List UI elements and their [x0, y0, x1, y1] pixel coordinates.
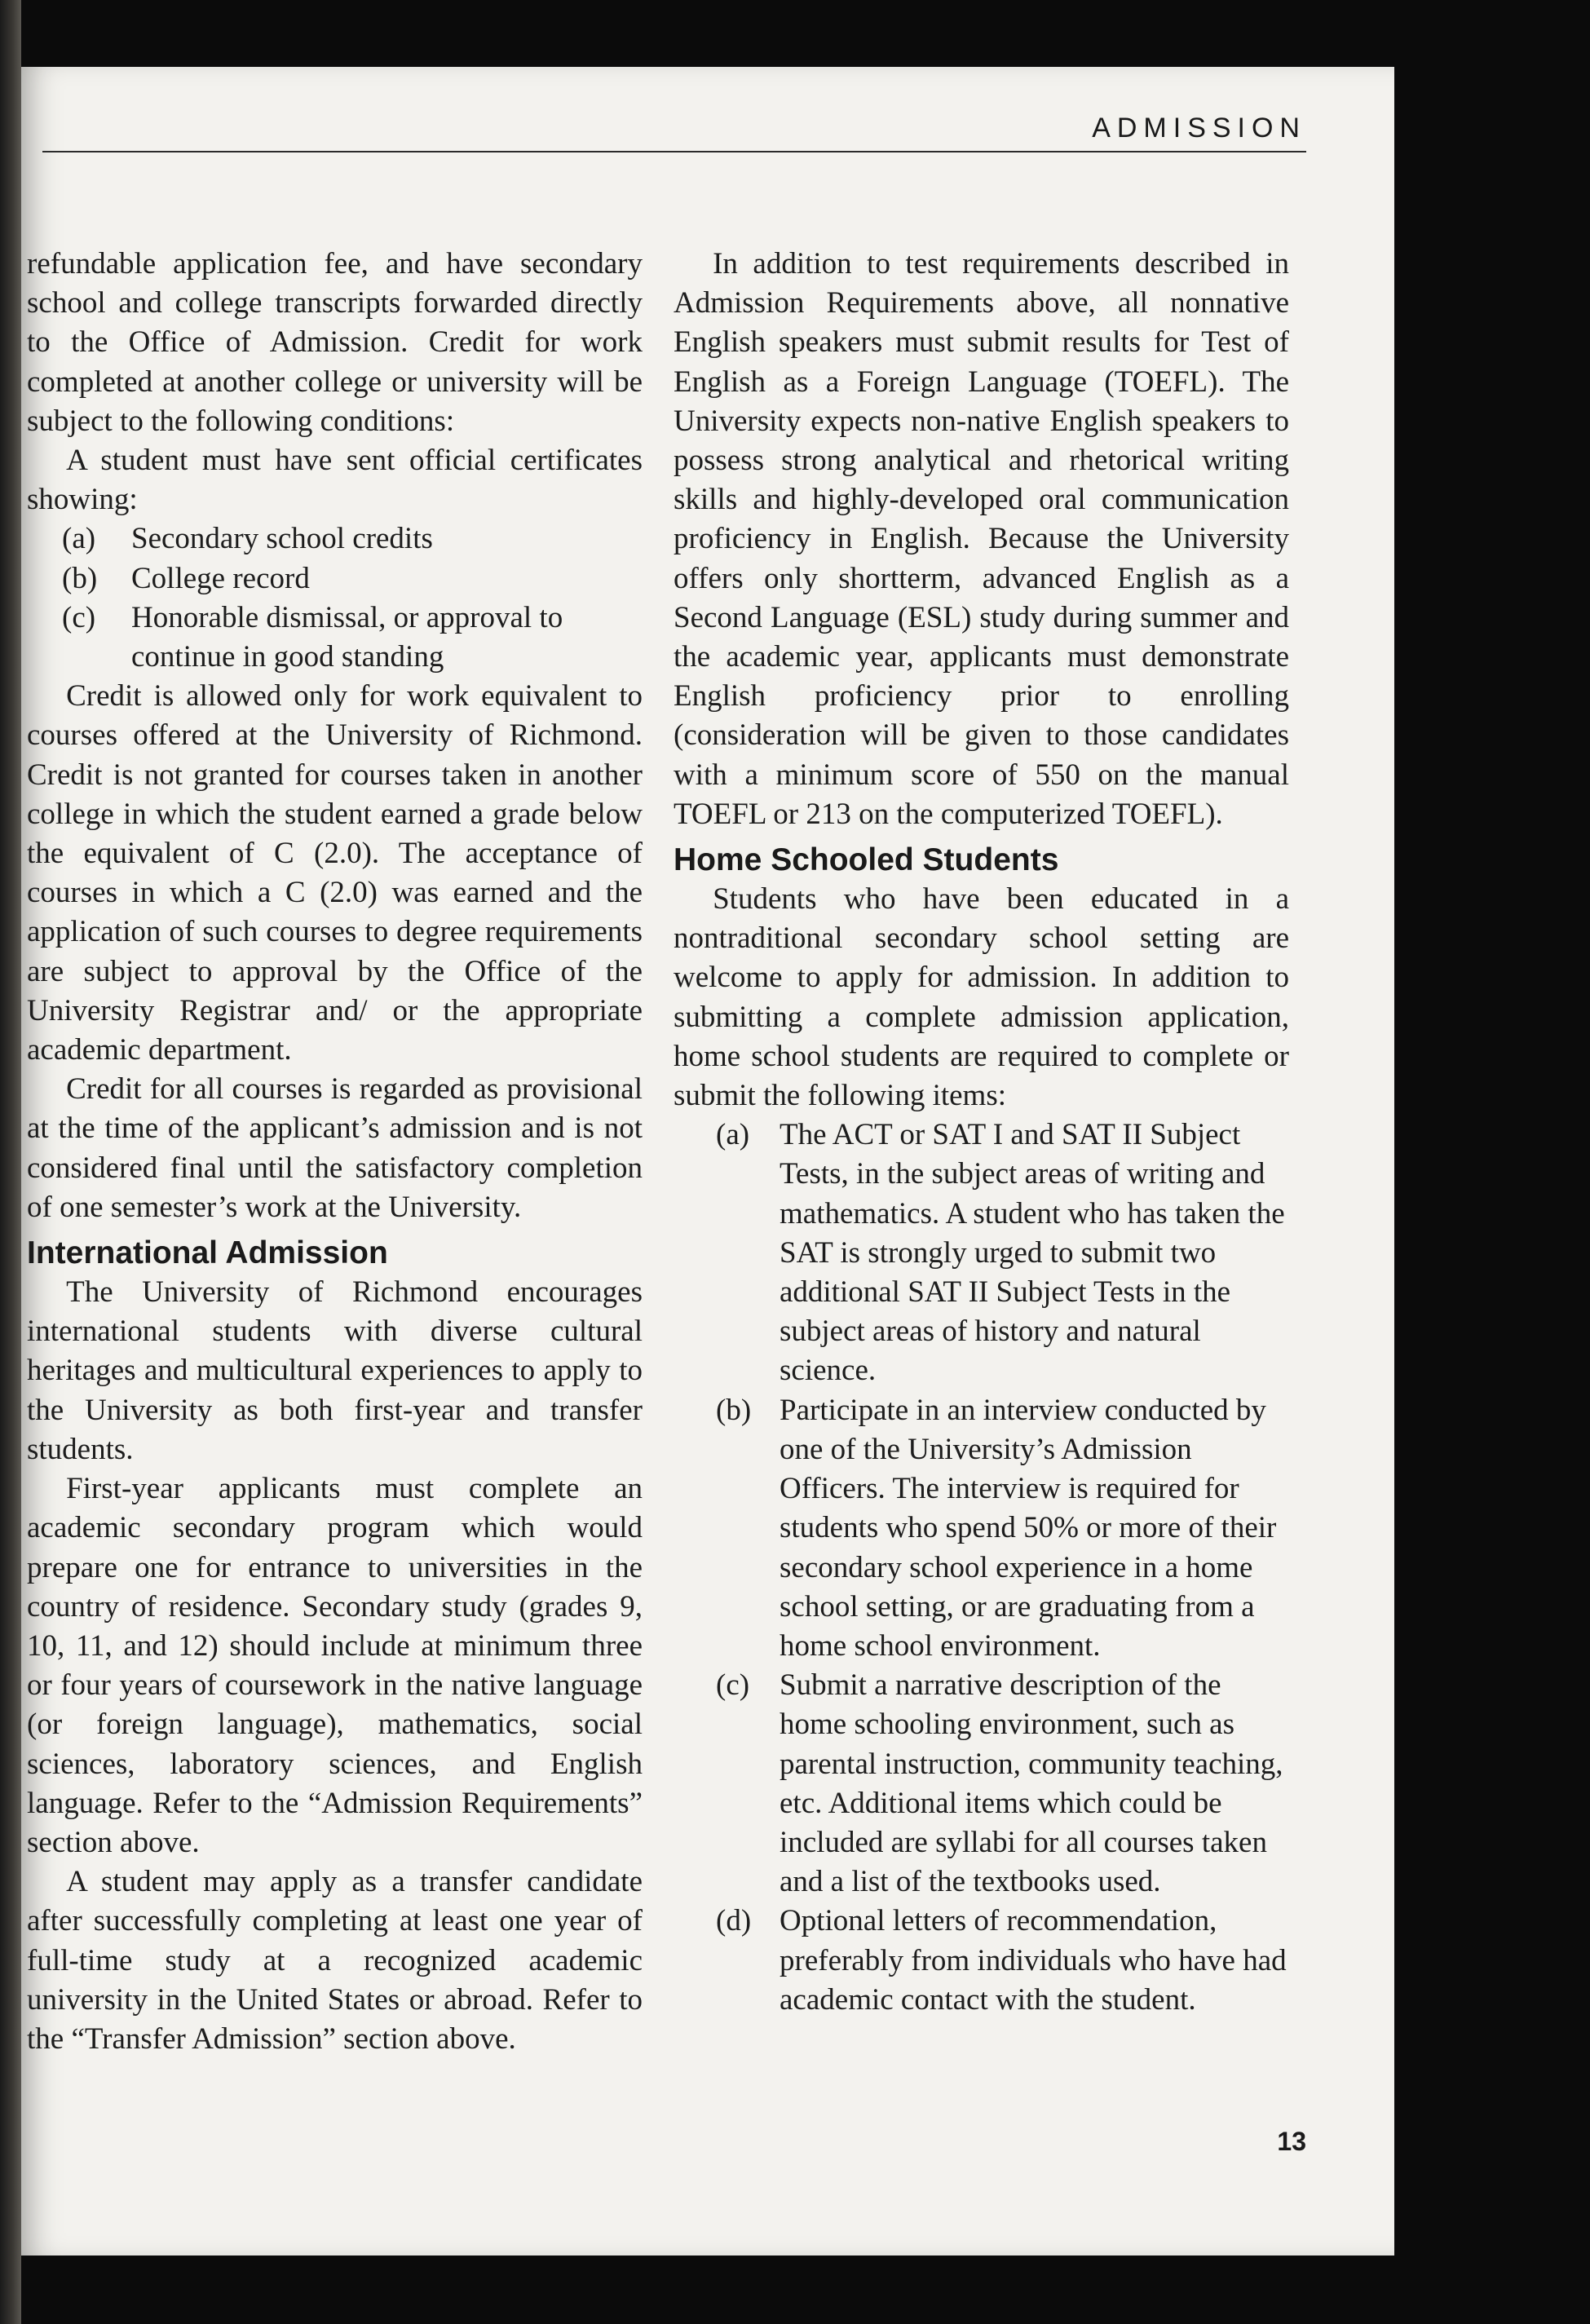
paragraph: A student may apply as a transfer candidate after successfully completing at least one year of full-time study at a recognized academic university in the United States or abroad. Refer to the “Transfer Admission” section above.: [27, 1865, 643, 2056]
list-item: [674, 1902, 1289, 2020]
list-marker: (b): [716, 1393, 752, 1427]
list-marker: (c): [62, 600, 96, 634]
requirements-list: [674, 1116, 1289, 2020]
list-item-text: Participate in an interview conducted by one of the University’s Admission Officers. The interview is required for students who spend 50% or more of their secondary school experience in a home school setting, or are graduating from a home school environment.: [780, 1393, 1277, 1663]
running-head: ADMISSION: [1092, 113, 1306, 144]
list-marker: (b): [62, 561, 98, 595]
list-marker: (c): [716, 1668, 750, 1703]
page-number: 13: [1277, 2127, 1306, 2156]
section-heading-home-schooled: Home Schooled Students: [674, 842, 1059, 878]
list-item: [27, 599, 643, 677]
right-column: [674, 245, 1289, 2020]
paragraph: Credit is allowed only for work equivalent to courses offered at the University of Richmond. Credit is not granted for courses taken in another college in which the student earned a grade below the equivalent of C (2.0). The acceptance of courses in which a C (2.0) was earned and the application of such courses to degree requirements are subject to approval by the Office of the University Registrar and/ or the appropriate academic department.: [27, 679, 643, 1067]
section-heading-international: International Admission: [27, 1235, 388, 1271]
paragraph: A student must have sent official certificates showing:: [27, 444, 643, 517]
list-item: [674, 1116, 1289, 1390]
paragraph: In addition to test requirements described in Admission Requirements above, all nonnative English speakers must submit results for Test of English as a Foreign Language (TOEFL). The University expects non-native English speakers to possess strong analytical and rhetorical writing skills and highly-developed oral communication proficiency in English. Because the University offers only shortterm, advanced English as a Second Language (ESL) study during summer and the academic year, applicants must demonstrate English proficiency prior to enrolling (consideration will be given to those candidates with a minimum score of 550 on the manual TOEFL or 213 on the computerized TOEFL).: [674, 247, 1289, 831]
list-item-text: The ACT or SAT I and SAT II Subject Tests, in the subject areas of writing and mathematics. A student who has taken the SAT is strongly urged to submit two additional SAT II Subject Tests in the subject areas of history and natural science.: [780, 1118, 1285, 1388]
paragraph: First-year applicants must complete an academic secondary program which would prepare one for entrance to universities in the country of residence. Secondary study (grades 9, 10, 11, and 12) should include at minimum three or four years of coursework in the native language (or foreign language), mathematics, social sciences, laboratory sciences, and English language. Refer to the “Admission Requirements” section above.: [27, 1472, 643, 1859]
list-item: [674, 1666, 1289, 1902]
list-item-text: Secondary school credits: [131, 522, 433, 556]
list-item-text: College record: [131, 561, 310, 595]
header-rule: [42, 151, 1306, 152]
list-item-text: Honorable dismissal, or approval to continue in good standing: [131, 600, 563, 674]
list-marker: (d): [716, 1904, 752, 1938]
list-item-text: Submit a narrative description of the home schooling environment, such as parental instruction, community teaching, etc. Additional items which could be included are syllabi for all courses taken and a list of the textbooks used.: [780, 1668, 1283, 1899]
list-item: [674, 1391, 1289, 1666]
list-marker: (a): [62, 522, 96, 556]
conditions-list: [27, 519, 643, 677]
list-item: [27, 559, 643, 599]
paragraph: Students who have been educated in a nontraditional secondary school setting are welcome to apply for admission. In addition to submitting a complete admission application, home school students are required to complete or submit the following items:: [674, 882, 1289, 1113]
book-spine-shadow: [0, 0, 21, 2324]
paragraph: Credit for all courses is regarded as provisional at the time of the applicant’s admission and is not considered final until the satisfactory completion of one semester’s work at the University.: [27, 1072, 643, 1224]
paragraph: The University of Richmond encourages international students with diverse cultural heritages and multicultural experiences to apply to the University as both first-year and transfer students.: [27, 1275, 643, 1466]
left-column: [27, 245, 643, 2059]
list-marker: (a): [716, 1118, 750, 1152]
list-item-text: Optional letters of recommendation, preferably from individuals who have had academic contact with the student.: [780, 1904, 1287, 2017]
paragraph: refundable application fee, and have secondary school and college transcripts forwarded directly to the Office of Admission. Credit for work completed at another college or university will be subject to the following conditions:: [27, 247, 643, 438]
list-item: [27, 519, 643, 559]
